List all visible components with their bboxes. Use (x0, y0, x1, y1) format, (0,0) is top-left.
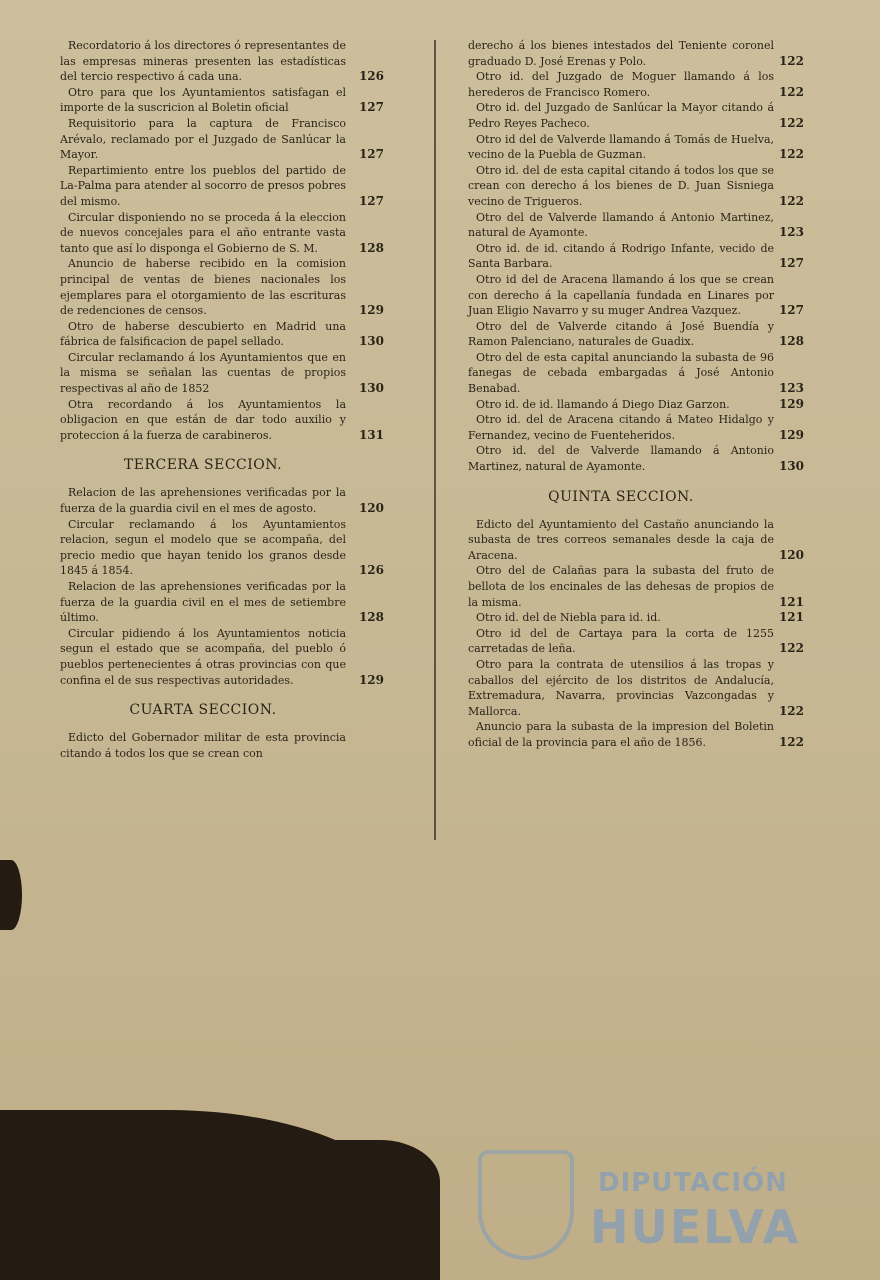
entry-text: Otra recordando á los Ayuntamientos la obligacion en que están de dar todo auxilio y proteccion á la fuerza de carabineros. (60, 397, 346, 442)
entry-text: derecho á los bienes intestados del Teniente coronel graduado D. José Erenas y Polo. (468, 39, 774, 68)
paper-damage-stain (240, 1140, 440, 1280)
entry-text: Otro id. de id. llamando á Diego Diaz Garzon. (476, 397, 730, 411)
entry-page-number: 126 (358, 69, 384, 84)
index-entry (60, 256, 384, 318)
entry-text: Otro para la contrata de utensilios á las tropas y caballos del ejército de los distritos de Andalucía, Extremadura, Navarra, provincias Vazcongadas y Mallorca. (468, 657, 774, 718)
paper-damage-stain (0, 860, 22, 930)
shield-icon (478, 1150, 574, 1260)
entry-page-number: 120 (778, 547, 804, 562)
entry-page-number: 129 (778, 396, 804, 411)
watermark-line-1: DIPUTACIÓN (598, 1168, 788, 1198)
entry-text: Circular disponiendo no se proceda á la eleccion de nuevos concejales para el año entrante vasta tanto que así lo disponga el Gobierno de S. M. (60, 210, 346, 255)
entry-text: Relacion de las aprehensiones verificadas por la fuerza de la guardia civil en el mes de agosto. (60, 486, 346, 516)
index-entry (468, 38, 804, 69)
entry-page-number: 126 (358, 563, 384, 578)
entry-page-number: 123 (778, 381, 804, 396)
index-entry (468, 610, 804, 626)
column-divider (434, 40, 436, 840)
entry-text: Otro id. del de Valverde llamando á Antonio Martinez, natural de Ayamonte. (468, 444, 774, 474)
index-entry (60, 210, 384, 257)
entry-text: Otro id del de Valverde llamando á Tomás de Huelva, vecino de la Puebla de Guzman. (468, 132, 774, 162)
entry-text: Edicto del Gobernador militar de esta provincia citando á todos los que se crean con (60, 731, 346, 760)
entry-page-number: 129 (358, 672, 384, 687)
entry-text: Otro para que los Ayuntamientos satisfagan el importe de la suscricion al Boletin oficial (60, 85, 346, 115)
entry-text: Otro de haberse descubierto en Madrid una fábrica de falsificacion de papel sellado. (60, 319, 346, 349)
index-entry (468, 272, 804, 319)
watermark-line-2: HUELVA (590, 1200, 801, 1254)
index-entry (60, 626, 384, 688)
entry-page-number: 123 (778, 225, 804, 240)
index-entry (468, 100, 804, 131)
entry-text: Otro del de esta capital anunciando la subasta de 96 fanegas de cebada embargadas á José Antonio Benabad. (468, 350, 774, 396)
entry-text: Otro del de Calañas para la subasta del fruto de bellota de los encinales de las dehesas de propios de la misma. (468, 564, 774, 609)
section-heading-cuarta: CUARTA SECCION. (129, 702, 277, 719)
index-entry (60, 85, 384, 116)
entry-text: Repartimiento entre los pueblos del partido de La-Palma para atender al socorro de presos pobres del mismo. (60, 163, 346, 208)
index-entry (468, 163, 804, 210)
entry-text: Otro id. del de Niebla para id. id. (476, 611, 661, 625)
entry-page-number: 129 (778, 427, 804, 442)
entry-page-number: 127 (358, 193, 384, 208)
entry-text: Otro id. del de esta capital citando á todos los que se crean con derecho á los bienes de D. Juan Sisniega vecino de Trigueros. (468, 163, 774, 208)
entry-page-number: 122 (778, 115, 804, 130)
entry-page-number: 127 (778, 303, 804, 318)
entry-text: Requisitorio para la captura de Francisco Arévalo, reclamado por el Juzgado de Sanlúcar la Mayor. (60, 116, 346, 162)
entry-text: Circular reclamando á los Ayuntamientos relacion, segun el modelo que se acompaña, del precio medio que hayan tenido los granos desde 1845 á 1854. (60, 517, 346, 578)
entry-text: Otro id. del Juzgado de Moguer llamando á los herederos de Francisco Romero. (468, 70, 774, 99)
index-entry (60, 730, 346, 761)
entry-page-number: 120 (358, 501, 384, 516)
entry-text: Anuncio para la subasta de la impresion del Boletin oficial de la provincia para el año de 1856. (468, 720, 774, 749)
section-heading-tercera: TERCERA SECCION. (123, 457, 283, 474)
entry-page-number: 128 (778, 334, 804, 349)
tercera-index-entries (60, 485, 384, 688)
entry-page-number: 122 (778, 53, 804, 68)
entry-page-number: 122 (778, 734, 804, 749)
entry-text: Otro del de Valverde citando á José Buendía y Ramon Palenciano, naturales de Guadix. (468, 319, 774, 349)
entry-page-number: 122 (778, 641, 804, 656)
index-entry (468, 350, 804, 397)
entry-text: Relacion de las aprehensiones verificadas por la fuerza de la guardia civil en el mes de setiembre último. (60, 580, 346, 625)
entry-page-number: 127 (358, 100, 384, 115)
entry-page-number: 122 (778, 703, 804, 718)
index-entry (468, 657, 804, 719)
left-index-entries (60, 38, 384, 443)
index-entry (468, 517, 804, 564)
left-column (60, 38, 384, 761)
entry-text: Circular reclamando á los Ayuntamientos que en la misma se señalan las cuentas de propios respectivas al año de 1852 (60, 350, 346, 396)
index-entry (60, 579, 384, 626)
entry-page-number: 131 (358, 427, 384, 442)
entry-page-number: 122 (778, 84, 804, 99)
entry-page-number: 128 (358, 240, 384, 255)
entry-page-number: 121 (778, 594, 804, 609)
entry-page-number: 128 (358, 610, 384, 625)
index-entry (468, 719, 804, 750)
entry-page-number: 130 (358, 334, 384, 349)
index-entry (468, 563, 804, 610)
index-entry (60, 116, 384, 163)
entry-text: Otro id del de Cartaya para la corta de 1255 carretadas de leña. (468, 626, 774, 656)
index-entry (468, 396, 804, 413)
index-entry (468, 626, 804, 657)
entry-text: Edicto del Ayuntamiento del Castaño anunciando la subasta de tres correos semanales desde la caja de Aracena. (468, 517, 774, 562)
entry-page-number: 127 (358, 147, 384, 162)
entry-page-number: 122 (778, 193, 804, 208)
index-entry (468, 443, 804, 474)
entry-page-number: 130 (358, 381, 384, 396)
entry-page-number: 127 (778, 256, 804, 271)
right-index-entries (468, 38, 804, 475)
index-entry (60, 517, 384, 579)
entry-text: Circular pidiendo á los Ayuntamientos noticia segun el estado que se acompaña, del pueblo ó pueblos pertenecientes á otras provincias con que confina el de sus respectivas autoridades. (60, 626, 346, 687)
entry-page-number: 121 (778, 610, 804, 625)
entry-text: Otro id. del Juzgado de Sanlúcar la Mayor citando á Pedro Reyes Pacheco. (468, 101, 774, 130)
index-entry (60, 38, 384, 85)
entry-text: Otro id. de id. citando á Rodrigo Infante, vecido de Santa Barbara. (468, 241, 774, 271)
index-entry (60, 397, 384, 444)
right-column (468, 38, 804, 751)
entry-text: Otro del de Valverde llamando á Antonio Martinez, natural de Ayamonte. (468, 210, 774, 240)
index-entry (468, 132, 804, 163)
entry-page-number: 122 (778, 147, 804, 162)
entry-page-number: 130 (778, 459, 804, 474)
index-entry (60, 319, 384, 350)
index-entry (468, 241, 804, 272)
quinta-index-entries (468, 517, 804, 751)
index-entry (468, 319, 804, 350)
entry-page-number: 129 (358, 303, 384, 318)
index-entry (60, 485, 384, 516)
index-entry (468, 412, 804, 443)
index-entry (468, 69, 804, 100)
entry-text: Recordatorio á los directores ó representantes de las empresas mineras presenten las estadísticas del tercio respectivo á cada una. (60, 39, 346, 84)
index-entry (468, 210, 804, 241)
index-entry (60, 163, 384, 210)
entry-text: Otro id. del de Aracena citando á Mateo Hidalgo y Fernandez, vecino de Fuenteheridos. (468, 413, 774, 442)
entry-text: Otro id del de Aracena llamando á los que se crean con derecho á la capellanía fundada en Linares por Juan Eligio Navarro y su muger Andrea Vazquez. (468, 272, 774, 318)
index-entry (60, 350, 384, 397)
archive-watermark (478, 1150, 801, 1260)
entry-text: Anuncio de haberse recibido en la comision principal de ventas de bienes nacionales los ejemplares para el otorgamiento de las escrituras de redenciones de censos. (60, 257, 346, 318)
section-heading-quinta: QUINTA SECCION. (548, 488, 694, 505)
